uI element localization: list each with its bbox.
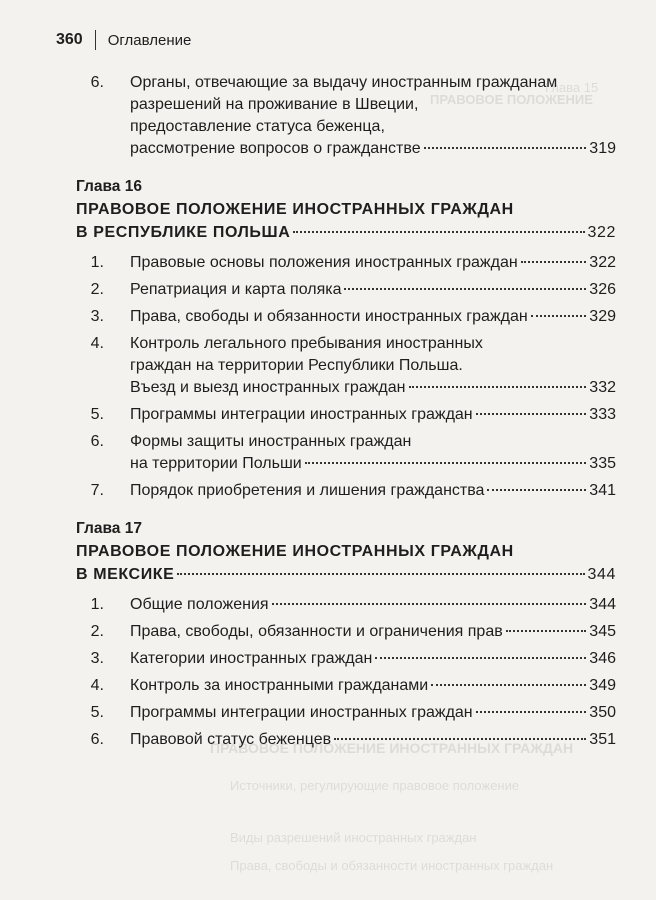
dot-leader bbox=[476, 413, 587, 415]
toc-entry-16-3[interactable] bbox=[76, 306, 616, 328]
chapter-label: Глава 17 bbox=[76, 520, 142, 537]
entry-text: Права, свободы, обязанности и ограничения прав bbox=[130, 623, 503, 640]
entry-text: Репатриация и карта поляка bbox=[130, 281, 342, 298]
entry-page: 322 bbox=[589, 254, 616, 271]
entry-number: 4. bbox=[90, 335, 104, 352]
entry-page: 319 bbox=[589, 140, 616, 157]
dot-leader bbox=[334, 738, 586, 740]
show-through-text: Источники, регулирующие правовое положение bbox=[230, 778, 520, 793]
chapter-heading[interactable] bbox=[76, 563, 616, 586]
entry-number: 6. bbox=[90, 731, 104, 748]
toc-entry-16-6[interactable] bbox=[76, 431, 616, 475]
entry-text-line: Формы защиты иностранных граждан bbox=[130, 433, 412, 450]
entry-number: 1. bbox=[90, 254, 104, 271]
dot-leader bbox=[293, 231, 584, 233]
entry-page: 329 bbox=[589, 308, 616, 325]
entry-number: 3. bbox=[90, 308, 104, 325]
chapter-title-line: ПРАВОВОЕ ПОЛОЖЕНИЕ ИНОСТРАННЫХ ГРАЖДАН bbox=[76, 201, 514, 218]
entry-page: 345 bbox=[589, 623, 616, 640]
entry-page: 346 bbox=[589, 650, 616, 667]
chapter-page: 344 bbox=[587, 566, 616, 583]
entry-text: Въезд и выезд иностранных граждан bbox=[130, 379, 406, 396]
dot-leader bbox=[424, 147, 587, 149]
entry-page: 349 bbox=[589, 677, 616, 694]
entry-number: 5. bbox=[90, 704, 104, 721]
chapter-16 bbox=[76, 176, 616, 244]
dot-leader bbox=[375, 657, 586, 659]
entry-text: Общие положения bbox=[130, 596, 269, 613]
dot-leader bbox=[521, 261, 587, 263]
entry-text: Правовые основы положения иностранных граждан bbox=[130, 254, 518, 271]
entry-page: 333 bbox=[589, 406, 616, 423]
table-of-contents bbox=[76, 72, 616, 751]
dot-leader bbox=[344, 288, 586, 290]
chapter-title-line: В МЕКСИКЕ bbox=[76, 566, 175, 583]
entry-number: 6. bbox=[90, 433, 104, 450]
dot-leader bbox=[272, 603, 587, 605]
entry-text-line: Органы, отвечающие за выдачу иностранным гражданам bbox=[130, 74, 558, 91]
show-through-text: ПРАВОВОЕ ПОЛОЖЕНИЕ ИНОСТРАННЫХ ГРАЖДАН bbox=[210, 740, 574, 756]
chapter-heading[interactable] bbox=[76, 221, 616, 244]
dot-leader bbox=[506, 630, 587, 632]
toc-entry-15-6[interactable] bbox=[76, 72, 616, 160]
entry-text: Программы интеграции иностранных граждан bbox=[130, 406, 473, 423]
toc-entry-17-4[interactable] bbox=[76, 675, 616, 697]
toc-entry-16-5[interactable] bbox=[76, 404, 616, 426]
toc-entry-17-5[interactable] bbox=[76, 702, 616, 724]
entry-text: Порядок приобретения и лишения гражданства bbox=[130, 482, 485, 499]
toc-entry-16-1[interactable] bbox=[76, 252, 616, 274]
dot-leader bbox=[487, 489, 586, 491]
entry-number: 2. bbox=[90, 281, 104, 298]
dot-leader bbox=[431, 684, 586, 686]
entry-text-line: Контроль легального пребывания иностранных bbox=[130, 335, 483, 352]
toc-entry-17-3[interactable] bbox=[76, 648, 616, 670]
entry-page: 351 bbox=[589, 731, 616, 748]
dot-leader bbox=[531, 315, 587, 317]
entry-text: Правовой статус беженцев bbox=[130, 731, 332, 748]
entry-text: Права, свободы и обязанности иностранных граждан bbox=[130, 308, 528, 325]
chapter-17 bbox=[76, 518, 616, 586]
page-number: 360 bbox=[56, 31, 83, 48]
dot-leader bbox=[409, 386, 587, 388]
toc-entry-16-7[interactable] bbox=[76, 480, 616, 502]
entry-page: 350 bbox=[589, 704, 616, 721]
entry-text-line: разрешений на проживание в Швеции, bbox=[130, 96, 419, 113]
toc-entry-17-2[interactable] bbox=[76, 621, 616, 643]
entry-text: Категории иностранных граждан bbox=[130, 650, 373, 667]
chapter-title-line: ПРАВОВОЕ ПОЛОЖЕНИЕ ИНОСТРАННЫХ ГРАЖДАН bbox=[76, 543, 514, 560]
header-divider bbox=[95, 30, 96, 50]
toc-entry-16-2[interactable] bbox=[76, 279, 616, 301]
chapter-page: 322 bbox=[587, 224, 616, 241]
chapter-title-line: В РЕСПУБЛИКЕ ПОЛЬША bbox=[76, 224, 291, 241]
entry-text: на территории Польши bbox=[130, 455, 302, 472]
entry-text: Контроль за иностранными гражданами bbox=[130, 677, 429, 694]
entry-page: 332 bbox=[589, 379, 616, 396]
entry-page: 326 bbox=[589, 281, 616, 298]
dot-leader bbox=[177, 573, 584, 575]
toc-entry-16-4[interactable] bbox=[76, 333, 616, 399]
show-through-text: ПРАВОВОЕ ПОЛОЖЕНИЕ bbox=[430, 92, 593, 107]
show-through-text: Права, свободы и обязанности иностранных граждан bbox=[230, 858, 554, 873]
entry-page: 335 bbox=[589, 455, 616, 472]
entry-number: 4. bbox=[90, 677, 104, 694]
section-title: Оглавление bbox=[107, 31, 192, 49]
entry-text-line: граждан на территории Республики Польша. bbox=[130, 357, 463, 374]
entry-text-line: рассмотрение вопросов о гражданстве bbox=[130, 140, 421, 157]
entry-text: Программы интеграции иностранных граждан bbox=[130, 704, 473, 721]
entry-number: 5. bbox=[90, 406, 104, 423]
entry-number: 3. bbox=[90, 650, 104, 667]
entry-number: 1. bbox=[90, 596, 104, 613]
entry-number: 7. bbox=[90, 482, 104, 499]
entry-number: 6. bbox=[90, 74, 104, 91]
entry-text-line: предоставление статуса беженца, bbox=[130, 118, 385, 135]
entry-number: 2. bbox=[90, 623, 104, 640]
dot-leader bbox=[305, 462, 587, 464]
toc-entry-17-6[interactable] bbox=[76, 729, 616, 751]
running-head bbox=[56, 30, 191, 50]
dot-leader bbox=[476, 711, 587, 713]
entry-page: 344 bbox=[589, 596, 616, 613]
chapter-label: Глава 16 bbox=[76, 178, 142, 195]
show-through-text: Виды разрешений иностранных граждан bbox=[230, 830, 477, 845]
entry-page: 341 bbox=[589, 482, 616, 499]
show-through-text: Глава 15 bbox=[545, 80, 599, 95]
toc-entry-17-1[interactable] bbox=[76, 594, 616, 616]
